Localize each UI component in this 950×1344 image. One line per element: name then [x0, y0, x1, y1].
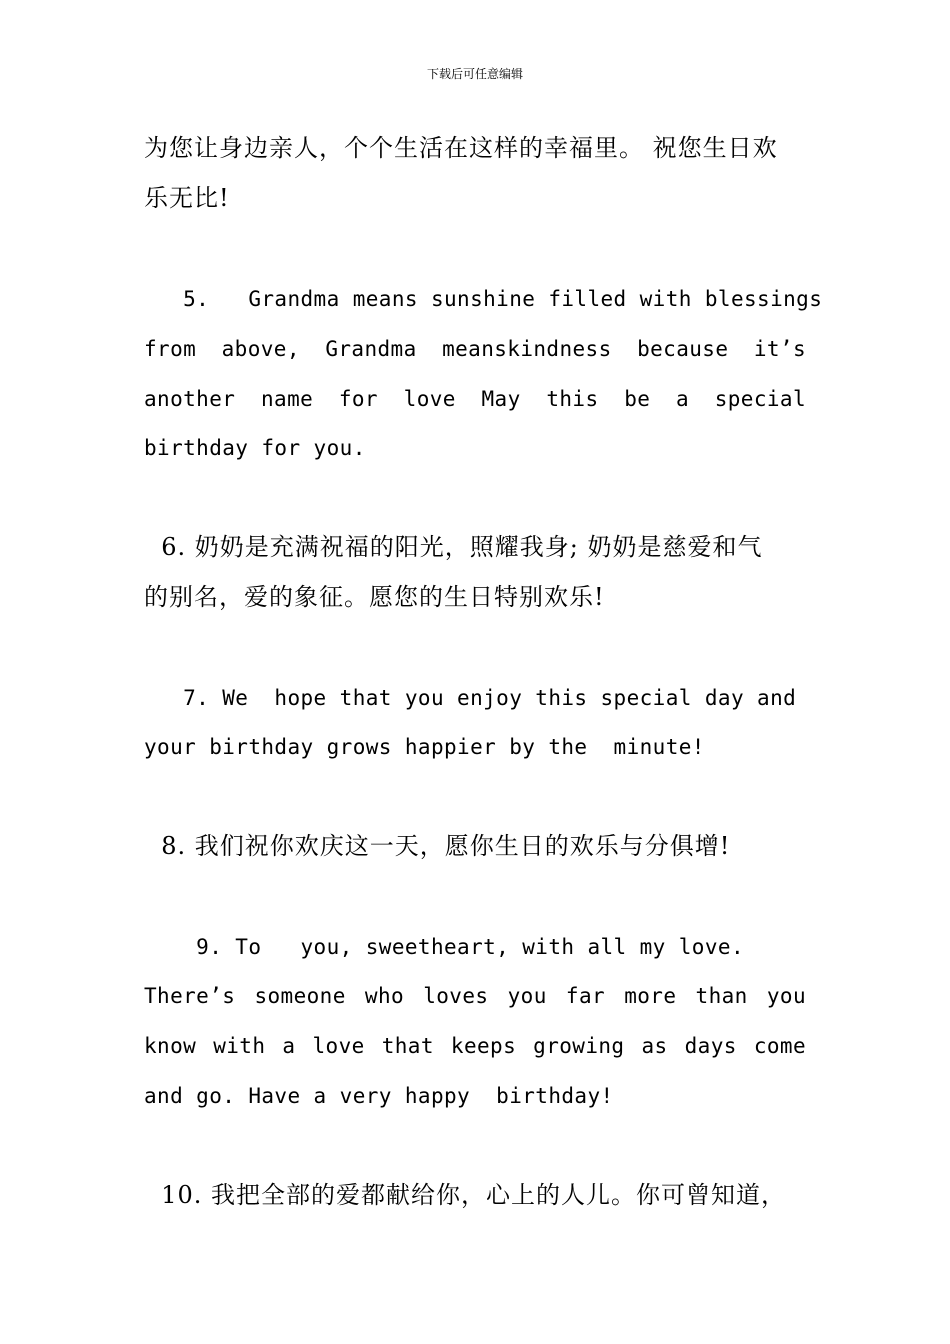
text-line-9: 7. We hope that you enjoy this special day and — [144, 686, 797, 710]
text-line-11: 8. 我们祝你欢庆这一天，愿你生日的欢乐与分俱增! — [144, 832, 731, 860]
page-header: 下载后可任意编辑 — [426, 67, 523, 81]
text-line-1: 为您让身边亲人，个个生活在这样的幸福里。 祝您生日欢 — [144, 134, 778, 162]
text-line-3: 5. Grandma means sunshine filled with blessings — [144, 287, 823, 311]
text-line-2: 乐无比! — [144, 184, 230, 212]
text-line-4: from above, Grandma meanskindness because it’s — [144, 337, 806, 361]
text-line-15: and go. Have a very happy birthday! — [144, 1084, 614, 1108]
text-line-8: 的别名，爱的象征。愿您的生日特别欢乐! — [144, 583, 605, 611]
text-line-10: your birthday grows happier by the minute! — [144, 735, 705, 759]
text-line-5: another name for love May this be a special — [144, 387, 806, 411]
text-line-14: know with a love that keeps growing as days come — [144, 1034, 806, 1058]
text-line-6: birthday for you. — [144, 436, 366, 460]
text-line-7: 6. 奶奶是充满祝福的阳光，照耀我身; 奶奶是慈爱和气 — [144, 533, 763, 561]
text-line-12: 9. To you, sweetheart, with all my love. — [144, 935, 744, 959]
text-line-13: There’s someone who loves you far more than you — [144, 984, 806, 1008]
text-line-16: 10. 我把全部的爱都献给你，心上的人儿。你可曾知道， — [144, 1181, 787, 1209]
